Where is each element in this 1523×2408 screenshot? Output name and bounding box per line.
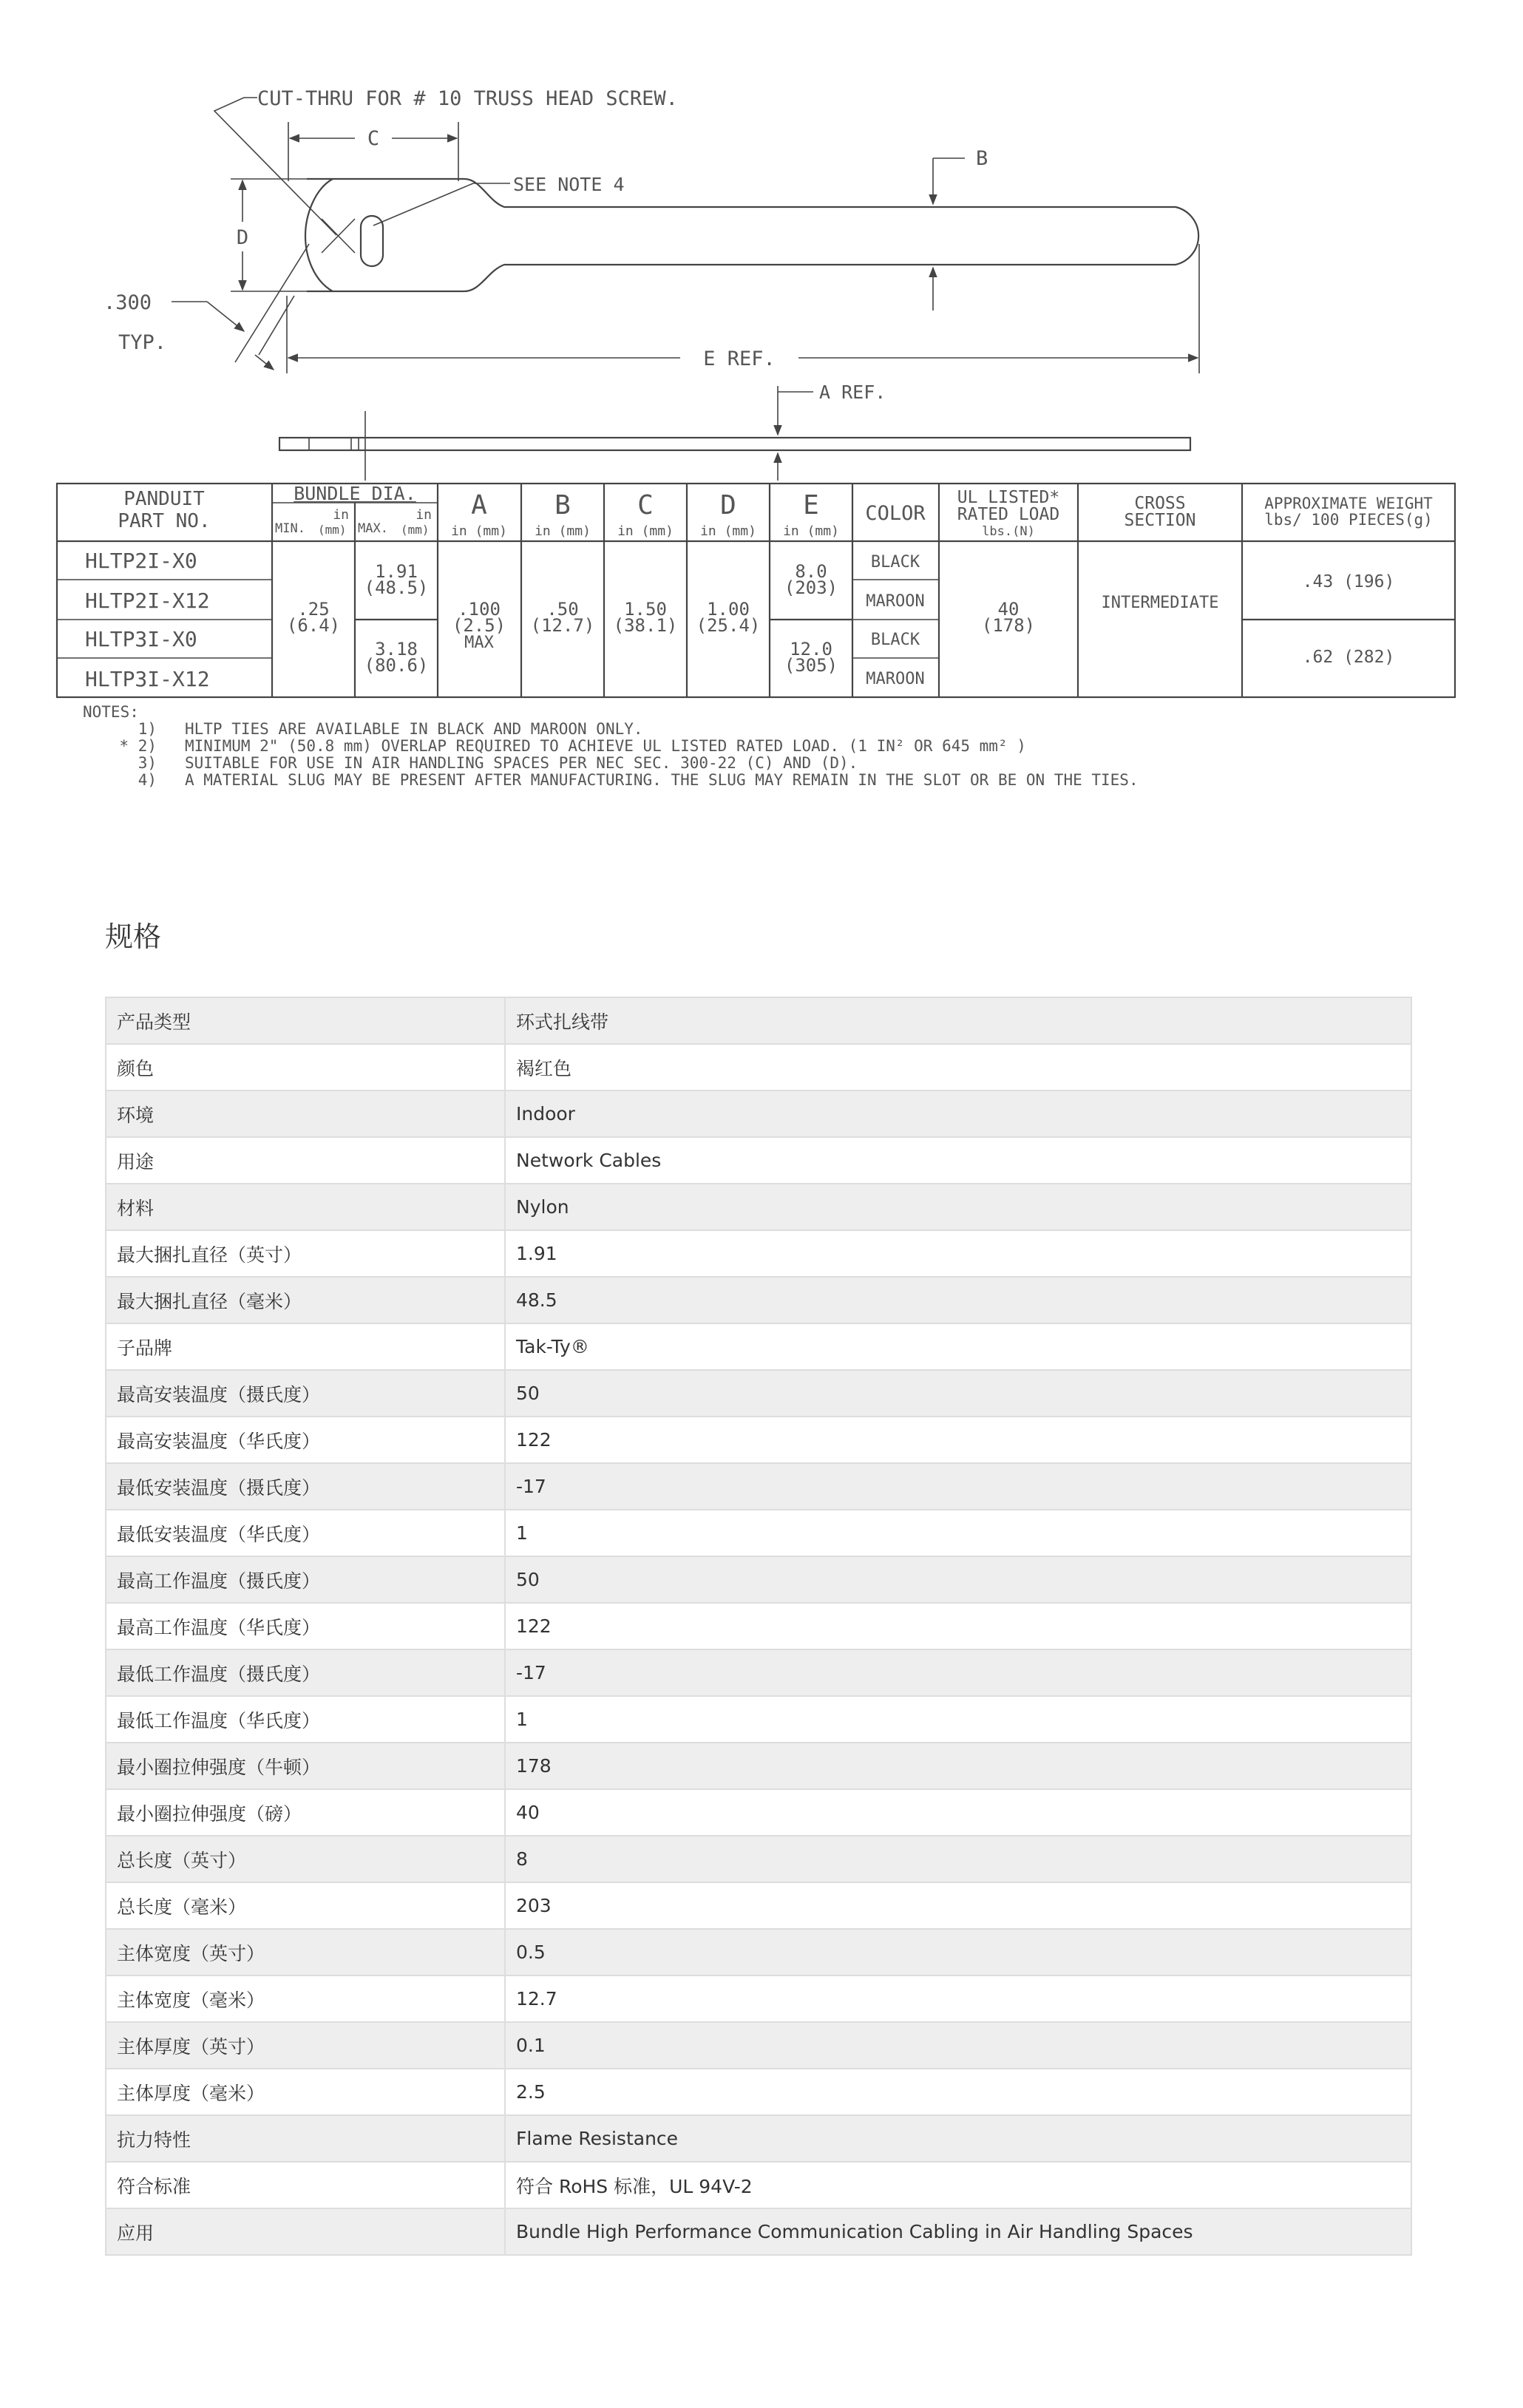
cut-thru-label: CUT-THRU FOR # 10 TRUSS HEAD SCREW. (257, 87, 678, 110)
tie-top-view (305, 179, 1198, 291)
b-in: .50 (546, 599, 579, 620)
max1-in: 1.91 (375, 561, 418, 582)
hdr-d-unit: in (mm) (700, 523, 756, 539)
spec-label: 应用 (106, 2208, 505, 2255)
spec-value: 50 (505, 1556, 1411, 1603)
spec-row (106, 1882, 1411, 1929)
spec-label: 总长度（毫米） (106, 1882, 505, 1929)
spec-value: -17 (505, 1649, 1411, 1696)
spec-label: 主体宽度（毫米） (106, 1975, 505, 2022)
spec-value: Indoor (505, 1091, 1411, 1137)
spec-label: 最大捆扎直径（毫米） (106, 1277, 505, 1323)
min-in: .25 (297, 599, 330, 620)
a-mm: (2.5) (452, 615, 506, 636)
load-lbs: 40 (997, 599, 1020, 620)
spec-label: 主体厚度（英寸） (106, 2022, 505, 2069)
spec-label: 材料 (106, 1184, 505, 1230)
spec-label: 最低工作温度（摄氏度） (106, 1649, 505, 1696)
spec-label: 最低工作温度（华氏度） (106, 1696, 505, 1743)
spec-row (106, 1556, 1411, 1603)
spec-value: 40 (505, 1789, 1411, 1836)
spec-value: 12.7 (505, 1975, 1411, 2022)
spec-label: 主体厚度（毫米） (106, 2069, 505, 2115)
hdr-part-2: PART NO. (118, 510, 211, 532)
spec-value: 178 (505, 1743, 1411, 1789)
dim-b-label: B (976, 147, 988, 170)
spec-row (106, 1463, 1411, 1510)
spec-value: 50 (505, 1370, 1411, 1417)
color-2: MAROON (866, 592, 925, 611)
part-no-2: HLTP2I-X12 (85, 589, 210, 613)
spec-label: 最小圈拉伸强度（牛顿） (106, 1743, 505, 1789)
spec-value: Tak-Ty® (505, 1323, 1411, 1370)
tie-side-view (279, 381, 1190, 481)
spec-row (106, 1417, 1411, 1463)
hdr-b-unit: in (mm) (535, 523, 591, 539)
hdr-min-unit-2: (mm) (318, 523, 347, 537)
spec-row (106, 1510, 1411, 1556)
dimension-c (288, 122, 458, 181)
hdr-cross-2: SECTION (1124, 511, 1196, 530)
spec-value: 1 (505, 1510, 1411, 1556)
notes-title: NOTES: (83, 703, 139, 721)
max2-in: 3.18 (375, 639, 418, 659)
spec-label: 最高工作温度（摄氏度） (106, 1556, 505, 1603)
spec-label: 最高工作温度（华氏度） (106, 1603, 505, 1649)
spec-label: 用途 (106, 1137, 505, 1184)
spec-row (106, 1277, 1411, 1323)
part-no-3: HLTP3I-X0 (85, 627, 197, 651)
hdr-ul-1: UL LISTED* (957, 488, 1060, 507)
spec-row (106, 1370, 1411, 1417)
spec-row (106, 997, 1411, 1044)
spec-value: 2.5 (505, 2069, 1411, 2115)
hdr-color: COLOR (865, 502, 926, 525)
load-n: (178) (981, 615, 1036, 636)
spec-label: 主体宽度（英寸） (106, 1929, 505, 1975)
part-no-4: HLTP3I-X12 (85, 667, 210, 691)
typ-value: .300 (104, 291, 152, 314)
spec-label: 最大捆扎直径（英寸） (106, 1230, 505, 1277)
hdr-max: MAX. (358, 521, 388, 536)
a-note: MAX (464, 634, 494, 652)
spec-row (106, 1230, 1411, 1277)
spec-row (106, 1975, 1411, 2022)
spec-label: 符合标准 (106, 2162, 505, 2208)
note-num-1: 1) (138, 720, 157, 738)
d-in: 1.00 (707, 599, 750, 620)
spec-label: 产品类型 (106, 997, 505, 1044)
see-note-label: SEE NOTE 4 (513, 174, 625, 195)
spec-value: 8 (505, 1836, 1411, 1882)
specs-title: 规格 (105, 920, 162, 953)
color-4: MAROON (866, 670, 925, 688)
spec-row (106, 1603, 1411, 1649)
hdr-max-unit-2: (mm) (401, 523, 430, 537)
hdr-weight-1: APPROXIMATE WEIGHT (1264, 495, 1433, 512)
spec-row (106, 2022, 1411, 2069)
note-text-1: HLTP TIES ARE AVAILABLE IN BLACK AND MAROON ONLY. (185, 720, 643, 738)
cross-section: INTERMEDIATE (1101, 594, 1219, 612)
spec-row (106, 1091, 1411, 1137)
dimension-e (287, 244, 1199, 373)
spec-row (106, 1743, 1411, 1789)
hdr-ul-2: RATED LOAD (957, 505, 1060, 524)
a-in: .100 (458, 599, 501, 620)
spec-row (106, 2208, 1411, 2255)
specs-table (105, 997, 1412, 2256)
spec-label: 抗力特性 (106, 2115, 505, 2162)
spec-value: 1.91 (505, 1230, 1411, 1277)
spec-value: Flame Resistance (505, 2115, 1411, 2162)
hdr-b: B (554, 490, 571, 520)
hdr-cross-1: CROSS (1134, 494, 1186, 513)
note-num-4: 4) (138, 771, 157, 789)
spec-value: 203 (505, 1882, 1411, 1929)
spec-label: 最小圈拉伸强度（磅） (106, 1789, 505, 1836)
hdr-ul-3: lbs.(N) (982, 524, 1035, 539)
e1-in: 8.0 (795, 561, 827, 582)
spec-value: 122 (505, 1417, 1411, 1463)
spec-row (106, 1696, 1411, 1743)
color-1: BLACK (870, 553, 920, 572)
note-text-3: SUITABLE FOR USE IN AIR HANDLING SPACES PER NEC SEC. 300-22 (C) AND (D). (185, 754, 858, 772)
dim-e-label: E REF. (703, 347, 776, 370)
spec-label: 颜色 (106, 1044, 505, 1091)
spec-value: 褐红色 (505, 1044, 1411, 1091)
note-text-4: A MATERIAL SLUG MAY BE PRESENT AFTER MANUFACTURING. THE SLUG MAY REMAIN IN THE SLOT OR BE ON THE TIES. (185, 771, 1139, 789)
spec-row (106, 1184, 1411, 1230)
spec-label: 总长度（英寸） (106, 1836, 505, 1882)
typ-label: TYP. (118, 331, 167, 354)
hdr-d: D (720, 490, 736, 520)
spec-label: 子品牌 (106, 1323, 505, 1370)
dim-c-label: C (367, 127, 380, 150)
hdr-weight-2: lbs/ 100 PIECES(g) (1264, 511, 1433, 529)
spec-label: 最低安装温度（华氏度） (106, 1510, 505, 1556)
spec-value: 48.5 (505, 1277, 1411, 1323)
spec-value: Network Cables (505, 1137, 1411, 1184)
spec-value: -17 (505, 1463, 1411, 1510)
spec-row (106, 1137, 1411, 1184)
e2-in: 12.0 (790, 639, 832, 659)
dim-d-label: D (236, 226, 249, 249)
spec-row (106, 2162, 1411, 2208)
color-3: BLACK (870, 631, 920, 649)
spec-label: 最低安装温度（摄氏度） (106, 1463, 505, 1510)
part-no-1: HLTP2I-X0 (85, 549, 197, 573)
spec-value: 122 (505, 1603, 1411, 1649)
see-note-callout (373, 174, 625, 225)
typ-dimension (104, 244, 309, 370)
spec-label: 最高安装温度（华氏度） (106, 1417, 505, 1463)
spec-value: Bundle High Performance Communication Cabling in Air Handling Spaces (505, 2208, 1411, 2255)
dimension-table (57, 483, 1455, 697)
spec-row (106, 2115, 1411, 2162)
spec-value: 环式扎线带 (505, 997, 1411, 1044)
d-mm: (25.4) (696, 615, 761, 636)
note-num-3: 3) (138, 754, 157, 772)
spec-row (106, 2069, 1411, 2115)
e1-mm: (203) (784, 577, 838, 598)
hdr-max-unit-1: in (415, 507, 432, 523)
spec-row (106, 1789, 1411, 1836)
spec-value: Nylon (505, 1184, 1411, 1230)
dimension-b (933, 147, 988, 311)
hdr-c-unit: in (mm) (617, 523, 674, 539)
spec-value: 1 (505, 1696, 1411, 1743)
hdr-min: MIN. (275, 521, 305, 536)
hdr-e-unit: in (mm) (783, 523, 839, 539)
hdr-a-unit: in (mm) (451, 523, 507, 539)
spec-value: 符合 RoHS 标准，UL 94V-2 (505, 2162, 1411, 2208)
max2-mm: (80.6) (364, 655, 429, 676)
c-mm: (38.1) (613, 615, 678, 636)
hdr-part-1: PANDUIT (123, 488, 205, 510)
hdr-min-unit-1: in (333, 507, 349, 523)
spec-row (106, 1323, 1411, 1370)
min-mm: (6.4) (286, 615, 341, 636)
spec-row (106, 1044, 1411, 1091)
hdr-e: E (803, 490, 819, 520)
spec-row (106, 1649, 1411, 1696)
spec-row (106, 1929, 1411, 1975)
spec-label: 最高安装温度（摄氏度） (106, 1370, 505, 1417)
max1-mm: (48.5) (364, 577, 429, 598)
dimension-d (231, 179, 333, 291)
technical-drawing (0, 0, 1523, 813)
weight-1: .43 (196) (1302, 572, 1395, 591)
notes (83, 703, 1139, 789)
spec-value: 0.5 (505, 1929, 1411, 1975)
note-text-2: MINIMUM 2" (50.8 mm) OVERLAP REQUIRED TO ACHIEVE UL LISTED RATED LOAD. (1 IN² OR 645 mm² ) (185, 737, 1026, 755)
weight-2: .62 (282) (1302, 648, 1395, 667)
spec-value: 0.1 (505, 2022, 1411, 2069)
c-in: 1.50 (624, 599, 667, 620)
hdr-a: A (471, 490, 487, 520)
dim-a-label: A REF. (819, 381, 886, 403)
e2-mm: (305) (784, 655, 838, 676)
spec-row (106, 1836, 1411, 1882)
cut-thru-callout (214, 87, 678, 235)
b-mm: (12.7) (530, 615, 595, 636)
hdr-c: C (637, 490, 654, 520)
spec-label: 环境 (106, 1091, 505, 1137)
note-num-2: * 2) (119, 737, 157, 755)
hdr-bundle: BUNDLE DIA. (294, 483, 416, 504)
